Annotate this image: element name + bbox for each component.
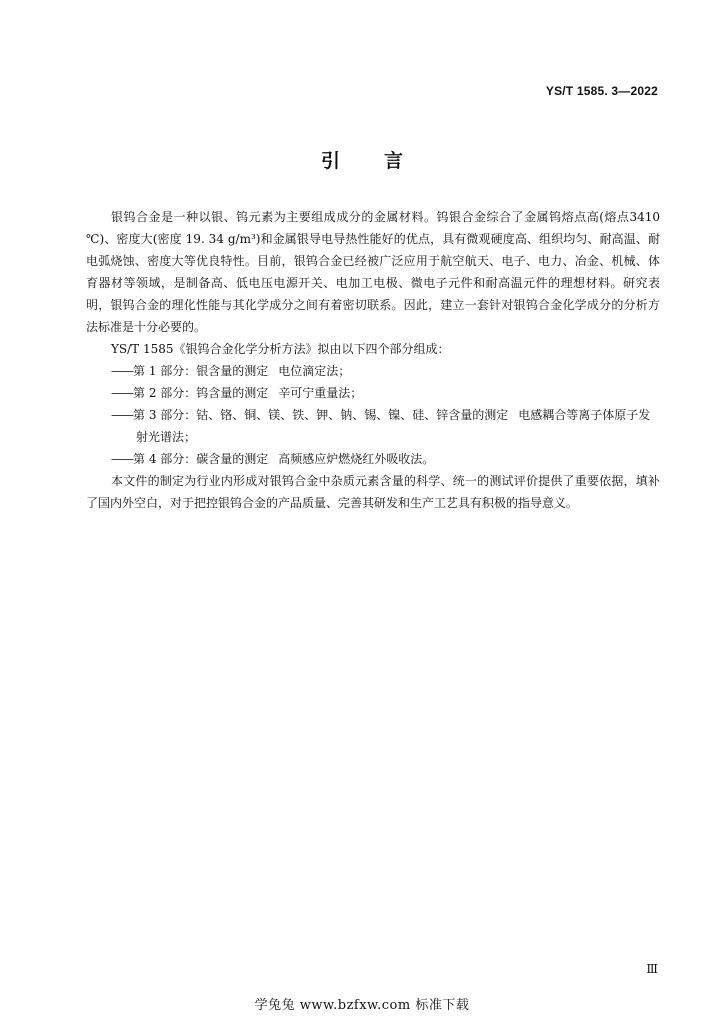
part-method: 高频感应炉燃烧红外吸收法。 [278, 452, 435, 466]
part-label: 第 3 部分：钴、铬、铜、镁、铁、钾、钠、锡、镍、硅、锌含量的测定 [133, 408, 509, 422]
part-item-3 [86, 404, 660, 448]
part-method: 辛可宁重量法； [278, 386, 363, 400]
part-dash: —— [111, 364, 133, 378]
page-title [0, 146, 724, 173]
part-method: 电位滴定法； [278, 364, 351, 378]
part-dash: —— [111, 386, 133, 400]
intro-paragraph-3: 本文件的制定为行业内形成对银钨合金中杂质元素含量的科学、统一的测试评价提供了重要依据，填补了国内外空白，对于把控银钨合金的产品质量、完善其研发和生产工艺具有积极的指导意义。 [86, 474, 660, 510]
part-item-4 [86, 448, 660, 470]
footer-watermark: 学兔兔 www.bzfxw.com 标准下载 [254, 998, 470, 1013]
title-char-1: 引 [320, 150, 340, 172]
part-label: 第 4 部分：碳含量的测定 [133, 452, 269, 466]
part-dash: —— [111, 408, 133, 422]
intro-paragraph-2: YS/T 1585《银钨合金化学分析方法》拟由以下四个部分组成： [111, 342, 450, 356]
intro-body [86, 206, 660, 514]
part-label: 第 1 部分：银含量的测定 [133, 364, 269, 378]
part-dash: —— [111, 452, 133, 466]
part-label: 第 2 部分：钨含量的测定 [133, 386, 269, 400]
part-item-1 [86, 360, 660, 382]
part-method: 电感耦合等离子体原子发射光谱法； [136, 408, 651, 444]
title-char-2: 言 [384, 150, 404, 172]
part-item-2 [86, 382, 660, 404]
standard-code: YS/T 1585. 3—2022 [545, 84, 658, 98]
page-number: Ⅲ [646, 962, 658, 976]
intro-paragraph-1: 银钨合金是一种以银、钨元素为主要组成成分的金属材料。钨银合金综合了金属钨熔点高(熔点3410 ℃)、密度大(密度 19. 34 g/m³)和金属银导电导热性能好的优点，具有微观硬度高、组织均匀、耐高温、耐电弧烧蚀、密度大等优良特性。目前，银钨合金已经被广泛应用于航空航天、电子、电力、冶金、机械、体育器材等领域，是制备高、低电压电源开关、电加工电极、微电子元件和耐高温元件的理想材料。研究表明，银钨合金的理化性能与其化学成分之间有着密切联系。因此，建立一套针对银钨合金化学成分的分析方法标准是十分必要的。 [86, 210, 660, 334]
